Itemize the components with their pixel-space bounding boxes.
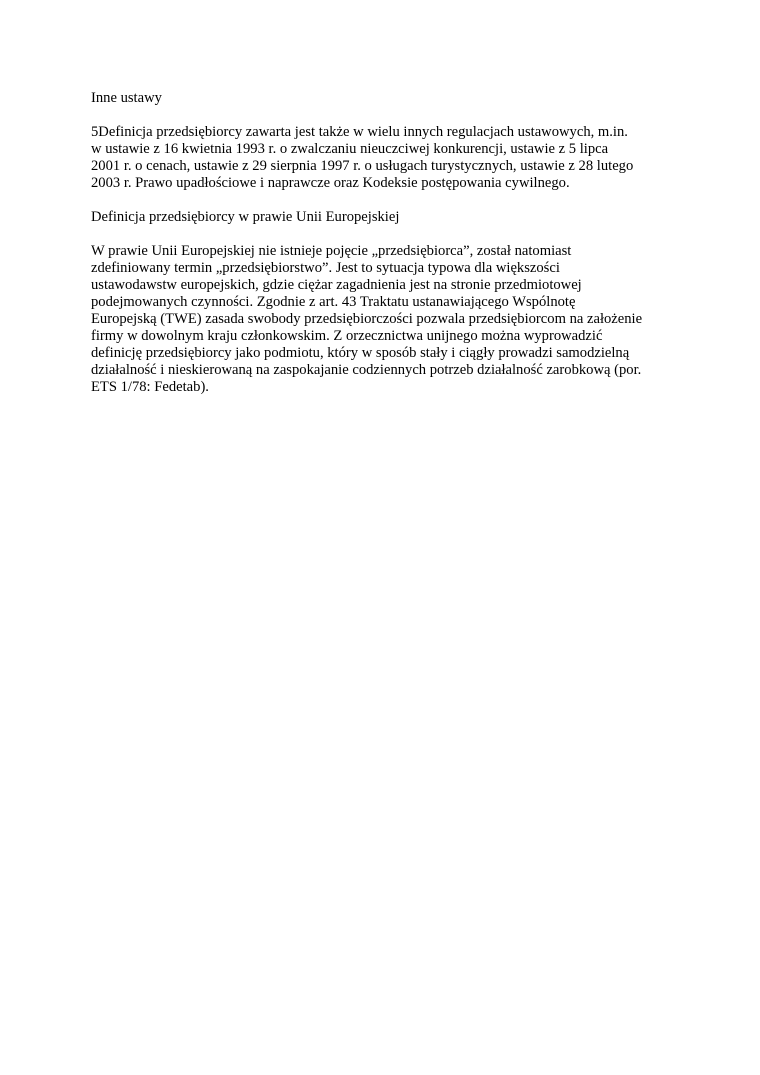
paragraph-line: działalność i nieskierowaną na zaspokajanie codziennych potrzeb działalność zarobkową (por. bbox=[91, 362, 642, 378]
paragraph-line: 5Definicja przedsiębiorcy zawarta jest także w wielu innych regulacjach ustawowych, m.in. bbox=[91, 124, 628, 140]
paragraph-line: firmy w dowolnym kraju członkowskim. Z orzecznictwa unijnego można wyprowadzić bbox=[91, 328, 603, 344]
paragraph-line: 2003 r. Prawo upadłościowe i naprawcze oraz Kodeksie postępowania cywilnego. bbox=[91, 175, 570, 191]
paragraph-line: ETS 1/78: Fedetab). bbox=[91, 379, 209, 395]
section-heading-eu-definition: Definicja przedsiębiorcy w prawie Unii Europejskiej bbox=[91, 209, 400, 225]
paragraph-line: w ustawie z 16 kwietnia 1993 r. o zwalczaniu nieuczciwej konkurencji, ustawie z 5 lipca bbox=[91, 141, 609, 157]
paragraph-line: Europejską (TWE) zasada swobody przedsiębiorczości pozwala przedsiębiorcom na założenie bbox=[91, 311, 643, 327]
section-heading-other-acts: Inne ustawy bbox=[91, 90, 162, 106]
paragraph-spacer bbox=[91, 226, 681, 243]
document-body bbox=[91, 90, 681, 396]
paragraph-eu-definition bbox=[91, 243, 681, 396]
paragraph-line: ustawodawstw europejskich, gdzie ciężar zagadnienia jest na stronie przedmiotowej bbox=[91, 277, 582, 293]
paragraph-spacer bbox=[91, 107, 681, 124]
paragraph-line: W prawie Unii Europejskiej nie istnieje pojęcie „przedsiębiorca”, został natomiast bbox=[91, 243, 572, 259]
paragraph-line: podejmowanych czynności. Zgodnie z art. 43 Traktatu ustanawiającego Wspólnotę bbox=[91, 294, 576, 310]
paragraph-spacer bbox=[91, 192, 681, 209]
paragraph-line: definicję przedsiębiorcy jako podmiotu, który w sposób stały i ciągły prowadzi samodzielną bbox=[91, 345, 630, 361]
paragraph-other-acts bbox=[91, 124, 681, 192]
paragraph-line: zdefiniowany termin „przedsiębiorstwo”. Jest to sytuacja typowa dla większości bbox=[91, 260, 560, 276]
paragraph-line: 2001 r. o cenach, ustawie z 29 sierpnia 1997 r. o usługach turystycznych, ustawie z 28 lutego bbox=[91, 158, 634, 174]
